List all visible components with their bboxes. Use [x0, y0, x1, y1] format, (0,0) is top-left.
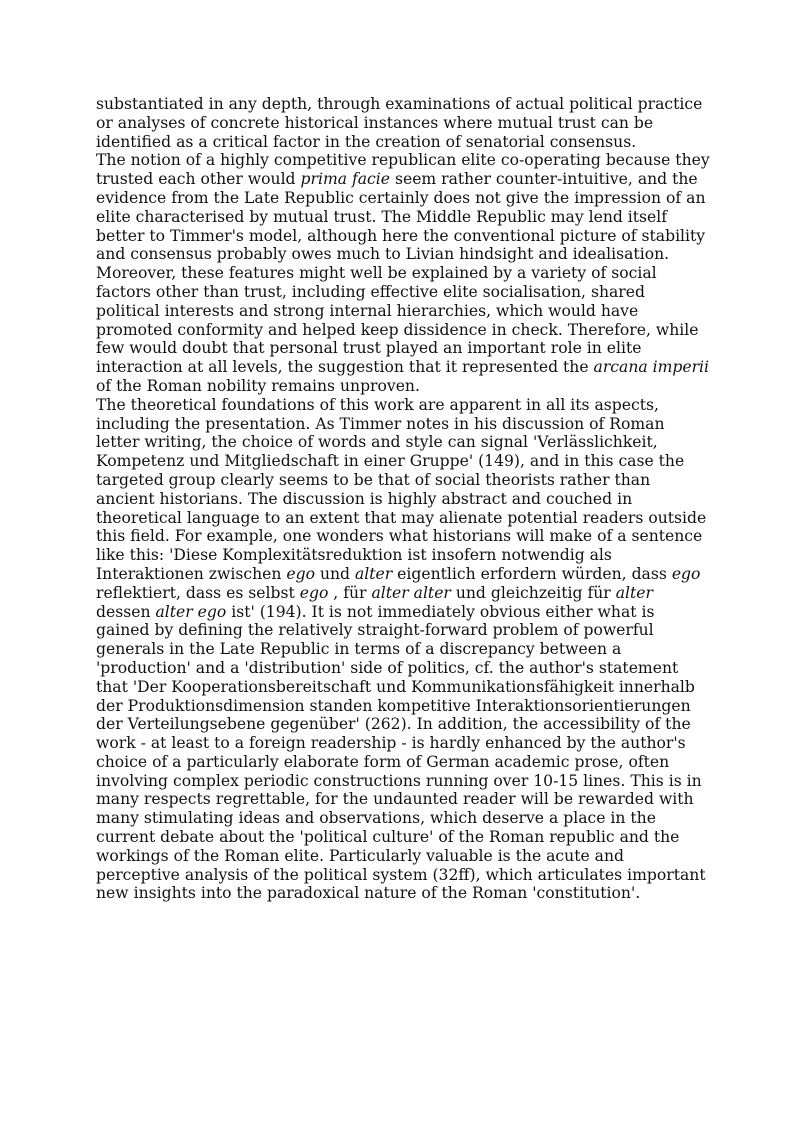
- italic-phrase: alter alter: [371, 583, 451, 602]
- italic-phrase: alter ego: [155, 602, 227, 621]
- text-run: , für: [328, 583, 372, 602]
- text-run: The theoretical foundations of this work are apparent in all its aspects, including the presentation. As Timmer notes in his discussion of Roman letter writing, the choice of words and style can signal 'Verlässlichkeit, Kompetenz und Mitgliedschaft in einer Gruppe' (149), and in this case the targeted group clearly seems to be that of social theorists rather than ancient historians. The discussion is highly abstract and couched in theoretical language to an extent that may alienate potential readers outside this field. For example, one wonders what historians will make of a sentence like this: 'Diese Komplexitätsreduktion ist insofern notwendig als Interaktionen zwischen: [96, 395, 707, 583]
- italic-phrase: ego: [671, 564, 701, 583]
- text-run: seem rather counter-intuitive, and the evidence from the Late Republic certainly does not give the impression of an elite characterised by mutual trust. The Middle Republic may lend itself better to Timmer's model, although here the conventional picture of stability and consensus probably owes much to Livian hindsight and idealisation. Moreover, these features might well be explained by a variety of social factors other than trust, including effective elite socialisation, shared political interests and strong internal hierarchies, which would have promoted conformity and helped keep dissidence in check. Therefore, while few would doubt that personal trust played an important role in elite interaction at all levels, the suggestion that it represented the: [96, 170, 706, 377]
- italic-phrase: prima facie: [300, 170, 390, 189]
- italic-phrase: arcana imperii: [593, 358, 710, 377]
- text-run: substantiated in any depth, through examinations of actual political practice or analyses of concrete historical instances where mutual trust can be identified as a critical factor in the creation of senatorial consensus.: [96, 95, 703, 151]
- text-run: ist' (194). It is not immediately obvious either what is gained by defining the relatively straight-forward problem of powerful generals in the Late Republic in terms of a discrepancy between a 'production' and a 'distribution' side of politics, cf. the author's statement that 'Der Kooperationsbereitschaft und Kommunikationsfähigkeit innerhalb der Produktionsdimension standen kompetitive Interaktionsorientierungen der Verteilungsebene gegenüber' (262). In addition, the accessibility of the work - at least to a foreign readership - is hardly enhanced by the author's choice of a particularly elaborate form of German academic prose, often involving complex periodic constructions running over 10-15 lines. This is in many respects regrettable, for the undaunted reader will be rewarded with many stimulating ideas and observations, which deserve a place in the current debate about the 'political culture' of the Roman republic and the workings of the Roman elite. Particularly valuable is the acute and perceptive analysis of the political system (32ff), which articulates important new insights into the paradoxical nature of the Roman 'constitution'.: [96, 602, 706, 903]
- italic-phrase: alter: [615, 583, 653, 602]
- paragraph-trust-critique: [96, 151, 711, 395]
- document-page: [96, 95, 711, 903]
- text-run: dessen: [96, 602, 156, 621]
- text-run: und gleichzeitig für: [450, 583, 616, 602]
- text-run: eigentlich erfordern würden, dass: [392, 564, 672, 583]
- paragraph-continuation: [96, 95, 711, 151]
- italic-phrase: ego: [286, 564, 315, 583]
- text-run: The notion of a highly competitive republican elite co-operating because they trusted each other would: [96, 151, 710, 189]
- text-run: und: [314, 564, 355, 583]
- text-run: of the Roman nobility remains unproven.: [96, 376, 420, 395]
- italic-phrase: ego: [299, 583, 329, 602]
- italic-phrase: alter: [354, 564, 393, 583]
- text-run: reflektiert, dass es selbst: [96, 583, 300, 602]
- paragraph-theoretical-foundations: [96, 396, 711, 904]
